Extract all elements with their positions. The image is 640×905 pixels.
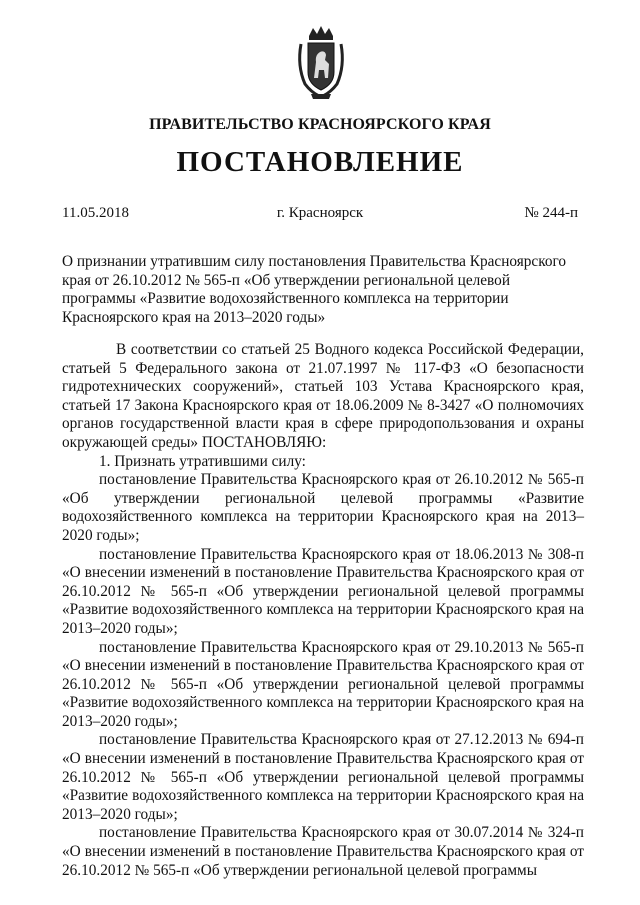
coat-of-arms-icon bbox=[295, 22, 347, 102]
document-body bbox=[62, 341, 584, 880]
clause-1: 1. Признать утратившими силу: bbox=[99, 452, 306, 470]
list-item: постановление Правительства Красноярского края от 27.12.2013 № 694-п «О внесении изменений в постановление Правительства Красноярского края от 26.10.2012 № 565-п «Об утверждении региональной целевой программы «Развитие водохозяйственного комплекса на территории Красноярского края на 2013–2020 годы»; bbox=[62, 731, 584, 823]
list-item: постановление Правительства Красноярского края от 30.07.2014 № 324-п «О внесении изменений в постановление Правительства Красноярского края от 26.10.2012 № 565-п «Об утверждении региональной целевой программы bbox=[62, 824, 584, 879]
document-number: № 244-п bbox=[524, 205, 578, 221]
intro-paragraph: В соответствии со статьей 25 Водного кодекса Российской Федерации, статьей 5 Федерального закона от 21.07.1997 № 117-ФЗ «О безопасности гидротехнических сооружений», статьей 103 Устава Красноярского края, статьей 17 Закона Красноярского края от 18.06.2009 № 8-3427 «О полномочиях органов государственной власти края в сфере природопользования и охраны окружающей среды» ПОСТАНОВЛЯЮ: bbox=[62, 341, 584, 451]
document-city: г. Красноярск bbox=[276, 205, 364, 221]
document-type-title: ПОСТАНОВЛЕНИЕ bbox=[176, 146, 464, 178]
document-date: 11.05.2018 bbox=[62, 205, 129, 221]
list-item: постановление Правительства Красноярского края от 18.06.2013 № 308-п «О внесении изменений в постановление Правительства Красноярского края от 26.10.2012 № 565-п «Об утверждении региональной целевой программы «Развитие водохозяйственного комплекса на территории Красноярского края на 2013–2020 годы»; bbox=[62, 545, 584, 637]
list-item: постановление Правительства Красноярского края от 26.10.2012 № 565-п «Об утверждении региональной целевой программы «Развитие водохозяйственного комплекса на территории Красноярского края на 2013–2020 годы»; bbox=[62, 471, 584, 544]
organization-title: ПРАВИТЕЛЬСТВО КРАСНОЯРСКОГО КРАЯ bbox=[149, 116, 491, 133]
list-item: постановление Правительства Красноярского края от 29.10.2013 № 565-п «О внесении изменений в постановление Правительства Красноярского края от 26.10.2012 № 565-п «Об утверждении региональной целевой программы «Развитие водохозяйственного комплекса на территории Красноярского края на 2013–2020 годы»; bbox=[62, 638, 584, 730]
document-subject: О признании утратившим силу постановления Правительства Красноярского края от 26.10.2012 № 565-п «Об утверждении региональной целевой программы «Развитие водохозяйственного комплекса на территории Красноярского края на 2013–2020 годы» bbox=[62, 253, 567, 326]
